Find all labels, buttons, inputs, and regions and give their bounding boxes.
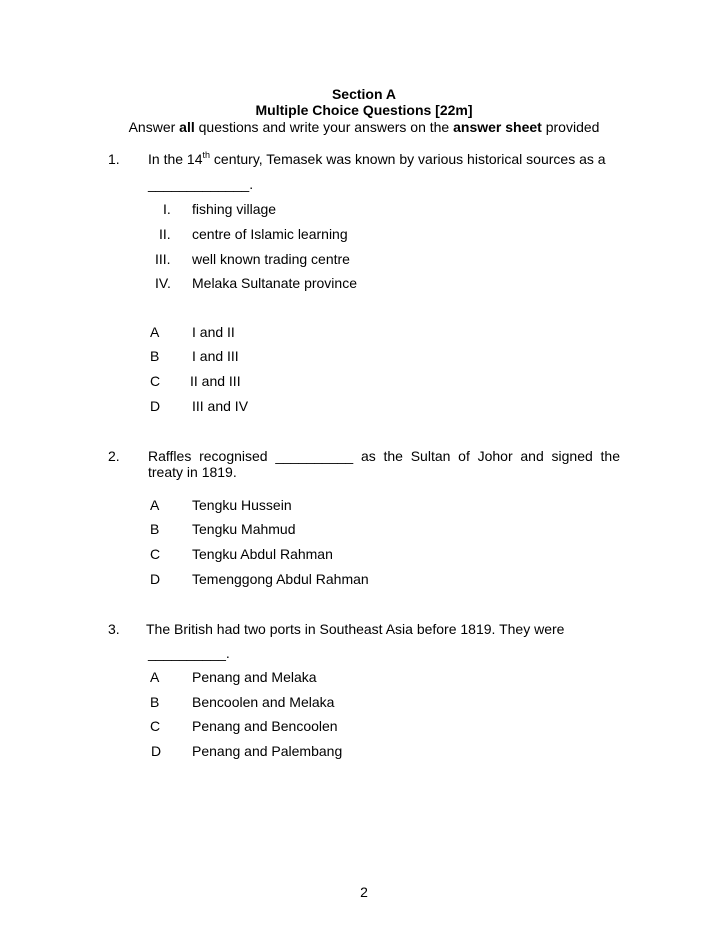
q3-option-letter: D — [151, 743, 162, 759]
section-subtitle: Multiple Choice Questions [22m] — [255, 102, 473, 118]
q3-option-letter: B — [150, 694, 160, 710]
q2-option-text: Tengku Mahmud — [192, 521, 296, 537]
q3-option-text: Bencoolen and Melaka — [192, 694, 335, 710]
q3-option-text: Penang and Palembang — [192, 743, 343, 759]
q1-statement-text: well known trading centre — [192, 251, 350, 267]
instructions-post: provided — [541, 119, 600, 135]
question-1-text-post: century, Temasek was known by various historical sources as a — [210, 151, 606, 167]
q1-statement-num: III. — [155, 251, 171, 267]
q1-option-letter: A — [150, 324, 160, 340]
q1-statement-text: Melaka Sultanate province — [192, 275, 357, 291]
q2-option-text: Tengku Hussein — [192, 497, 292, 513]
q3-option-letter: C — [150, 718, 161, 734]
q1-option-letter: C — [150, 373, 161, 389]
q2-option-letter: B — [150, 521, 160, 537]
q2-option-letter: C — [150, 546, 161, 562]
question-3-text: The British had two ports in Southeast Asia before 1819. They were — [146, 621, 565, 637]
q1-option-letter: B — [150, 348, 160, 364]
question-2-text-line2: treaty in 1819. — [148, 464, 237, 480]
q1-option-text: I and III — [192, 348, 239, 364]
q1-option-letter: D — [150, 398, 161, 414]
q2-option-text: Tengku Abdul Rahman — [192, 546, 333, 562]
page-number: 2 — [360, 884, 368, 900]
question-1-number: 1. — [108, 151, 120, 167]
q1-statement-text: fishing village — [192, 201, 277, 217]
q3-option-text: Penang and Melaka — [192, 669, 317, 685]
question-3-number: 3. — [108, 621, 120, 637]
question-1-blank: _____________. — [148, 176, 254, 192]
q1-statement-num: I. — [163, 201, 171, 217]
q1-option-text: II and III — [190, 373, 241, 389]
instructions-all: all — [179, 119, 195, 135]
q3-option-text: Penang and Bencoolen — [192, 718, 338, 734]
q3-option-letter: A — [150, 669, 160, 685]
question-1-text-sup: th — [202, 150, 211, 160]
q2-option-text: Temenggong Abdul Rahman — [192, 571, 369, 587]
q1-statement-text: centre of Islamic learning — [192, 226, 348, 242]
question-2-text-line1: Raffles recognised __________ as the Sultan of Johor and signed the — [148, 448, 620, 464]
question-1-text — [148, 151, 606, 168]
instructions-answer-sheet: answer sheet — [453, 119, 542, 135]
q1-statement-num: II. — [159, 226, 171, 242]
q2-option-letter: A — [150, 497, 160, 513]
q1-option-text: III and IV — [192, 398, 249, 414]
question-3-blank: __________. — [148, 645, 230, 661]
instructions — [0, 119, 728, 136]
instructions-pre: Answer — [128, 119, 180, 135]
instructions-mid: questions and write your answers on the — [194, 119, 454, 135]
q2-option-letter: D — [150, 571, 161, 587]
question-1-text-pre: In the 14 — [148, 151, 203, 167]
section-title: Section A — [331, 86, 397, 102]
question-2-number: 2. — [108, 448, 120, 464]
q1-option-text: I and II — [192, 324, 235, 340]
q1-statement-num: IV. — [155, 275, 171, 291]
